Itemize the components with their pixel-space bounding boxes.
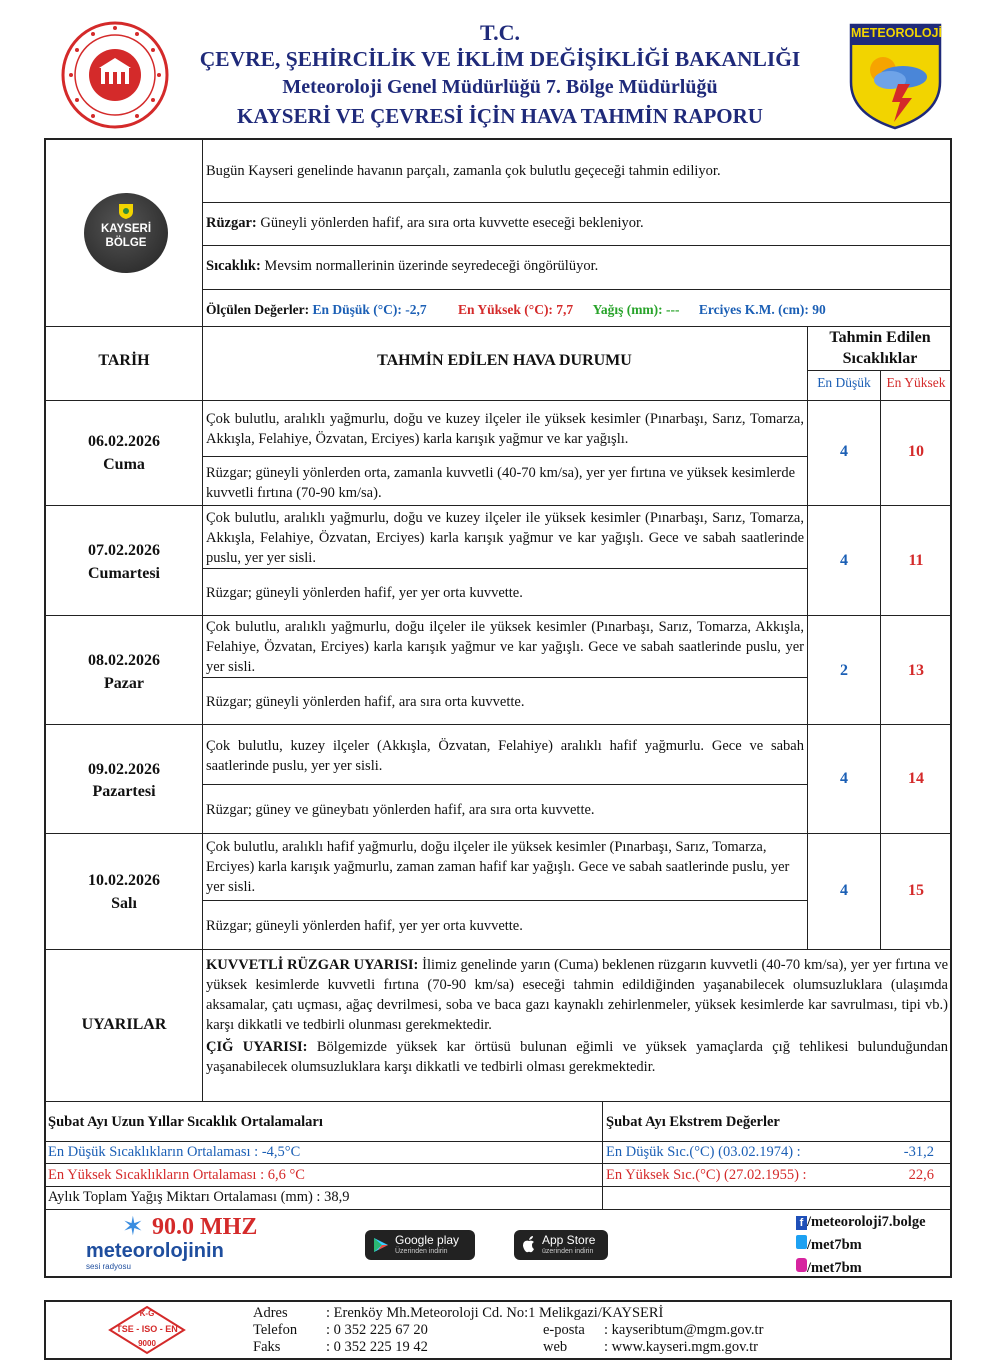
- phone-value: : 0 352 225 67 20: [326, 1322, 428, 1338]
- day-date: 08.02.2026: [88, 652, 160, 669]
- ministry-seal-logo: [55, 20, 175, 130]
- day-wind: Rüzgar; güneyli yönlerden hafif, yer yer orta kuvvette.: [206, 918, 523, 934]
- google-play-label: Google play: [395, 1233, 460, 1247]
- email-label: e-posta: [543, 1322, 585, 1338]
- day-weather: Çok bulutlu, aralıklı yağmurlu, doğu ilçeler ile yüksek kesimler (Pınarbaşı, Sarız, Tomarza, Akkışla, Felahiye, Özvatan, Erciyes) karla karışık yağmur ve kar yağışlı. Gece ve sabah saatlerinde puslu, yer yer sisli.: [206, 619, 804, 675]
- cert-text: TSE - ISO - EN: [116, 1324, 178, 1334]
- extreme-max-value: 22,6: [908, 1167, 934, 1183]
- meteoroloji-logo: [848, 22, 943, 130]
- day-weather: Çok bulutlu, aralıklı yağmurlu, doğu ve kuzey ilçeler ile yüksek kesimler (Pınarbaşı, Sarız, Tomarza, Akkışla, Felahiye, Özvatan, Erciyes) karla karışık yağmur ve kar yağışlı.: [206, 411, 804, 447]
- warnings-label: UYARILAR: [81, 1016, 167, 1033]
- col-header-date: TARİH: [98, 352, 150, 369]
- google-play-sub: Üzerinden indirin: [395, 1248, 448, 1255]
- col-header-min: En Düşük: [817, 375, 871, 390]
- avalanche-warning: ÇIĞ UYARISI: Bölgemizde yüksek kar örtüsü bulunan eğimli ve yüksek yamaçlarda çığ tehlikesi bulunduğundan yaşanabilecek olumsuzluklara karşı dikkatli ve tedbirli olması gerekmektedir.: [206, 1039, 948, 1075]
- day-date: 10.02.2026: [88, 872, 160, 889]
- cert-top: K-G: [139, 1309, 155, 1318]
- day-min-temp: 4: [840, 552, 848, 569]
- radio-frequency: 90.0 MHZ: [152, 1214, 258, 1240]
- kayseri-region-badge: [84, 193, 168, 273]
- day-date: 06.02.2026: [88, 433, 160, 450]
- long-term-averages-title: Şubat Ayı Uzun Yıllar Sıcaklık Ortalamaları: [48, 1114, 323, 1130]
- measured-values: Ölçülen Değerler: En Düşük (°C): -2,7 En Yüksek (°C): 7,7 Yağış (mm): --- Erciyes K.M. (cm): 90: [206, 302, 826, 317]
- logo-text: METEOROLOJİ: [851, 26, 942, 40]
- mini-shield-icon: [118, 203, 134, 219]
- col-header-max: En Yüksek: [886, 375, 946, 390]
- avg-max-temp: En Yüksek Sıcaklıkların Ortalaması : 6,6 °C: [48, 1167, 305, 1183]
- summary-general: Bugün Kayseri genelinde havanın parçalı, zamanla çok bulutlu geçeceği tahmin ediliyor.: [206, 163, 721, 179]
- day-max-temp: 13: [908, 662, 924, 679]
- extreme-max-label: En Yüksek Sıc.(°C) (27.02.1955) :: [606, 1167, 807, 1183]
- summary-wind: Rüzgar: Güneyli yönlerden hafif, ara sıra orta kuvvette eseceği bekleniyor.: [206, 215, 644, 231]
- day-wind: Rüzgar; güneyli yönlerden orta, zamanla kuvvetli (40-70 km/sa), yer yer fırtına ve yüksek kesimlerde kuvvetli fırtına (70-90 km/sa).: [206, 465, 796, 501]
- header-tc: T.C.: [480, 20, 520, 45]
- star-icon: ✶: [122, 1212, 144, 1241]
- day-min-temp: 4: [840, 882, 848, 899]
- instagram-link[interactable]: /met7bm: [796, 1257, 952, 1280]
- certification-logo: [108, 1305, 186, 1355]
- radio-name: meteorolojinin: [86, 1240, 224, 1262]
- col-header-forecast: TAHMİN EDİLEN HAVA DURUMU: [377, 352, 632, 369]
- avg-min-temp: En Düşük Sıcaklıkların Ortalaması : -4,5°C: [48, 1144, 301, 1160]
- extreme-min-value: -31,2: [903, 1144, 934, 1160]
- address-label: Adres: [253, 1305, 288, 1321]
- web-value[interactable]: : www.kayseri.mgm.gov.tr: [604, 1339, 758, 1355]
- day-name: Cumartesi: [88, 565, 160, 582]
- day-weather: Çok bulutlu, kuzey ilçeler (Akkışla, Özvatan, Felahiye) aralıklı hafif yağmurlu. Gece ve sabah saatlerinde puslu, yer yer sisli.: [206, 738, 804, 774]
- day-wind: Rüzgar; güney ve güneybatı yönlerden hafif, ara sıra orta kuvvette.: [206, 802, 595, 818]
- day-name: Salı: [111, 895, 137, 912]
- facebook-icon: f: [796, 1216, 807, 1230]
- col-header-temps: Tahmin Edilen Sıcaklıklar: [829, 329, 931, 367]
- app-store-label: App Store: [542, 1233, 596, 1247]
- day-max-temp: 10: [908, 443, 924, 460]
- app-store-sub: üzerinden indirin: [542, 1248, 594, 1255]
- day-weather: Çok bulutlu, aralıklı hafif yağmurlu, doğu ilçeler ile yüksek kesimler (Pınarbaşı, Sarız, Tomarza, Erciyes) karla karışık yağmurlu, zaman zaman hafif kar yağışlı. Gece ve sabah saatlerinde puslu, yer yer sisli.: [206, 839, 790, 895]
- cert-bottom: 9000: [138, 1339, 156, 1348]
- day-min-temp: 4: [840, 770, 848, 787]
- phone-label: Telefon: [253, 1322, 298, 1338]
- app-store-button[interactable]: [514, 1230, 608, 1260]
- google-play-icon: [373, 1237, 389, 1253]
- facebook-link[interactable]: f /meteoroloji7.bolge: [796, 1211, 952, 1234]
- fax-label: Faks: [253, 1339, 281, 1355]
- day-wind: Rüzgar; güneyli yönlerden hafif, ara sıra orta kuvvette.: [206, 694, 525, 710]
- day-max-temp: 14: [908, 770, 924, 787]
- fax-value: : 0 352 225 19 42: [326, 1339, 428, 1355]
- day-min-temp: 4: [840, 443, 848, 460]
- day-name: Pazar: [104, 675, 144, 692]
- header-report-title: KAYSERİ VE ÇEVRESİ İÇİN HAVA TAHMİN RAPORU: [237, 104, 763, 128]
- apple-icon: [522, 1236, 536, 1253]
- avg-monthly-rain: Aylık Toplam Yağış Miktarı Ortalaması (mm) : 38,9: [48, 1189, 350, 1205]
- radio-logo[interactable]: [86, 1214, 266, 1274]
- summary-temperature: Sıcaklık: Mevsim normallerinin üzerinde seyredeceği öngörülüyor.: [206, 258, 599, 274]
- day-name: Cuma: [103, 456, 145, 473]
- address-value: : Erenköy Mh.Meteoroloji Cd. No:1 Melikgazi/KAYSERİ: [326, 1305, 664, 1321]
- day-min-temp: 2: [840, 662, 848, 679]
- day-wind: Rüzgar; güneyli yönlerden hafif, yer yer orta kuvvette.: [206, 585, 523, 601]
- badge-line1: KAYSERİ: [100, 223, 152, 235]
- header-directorate: Meteoroloji Genel Müdürlüğü 7. Bölge Müdürlüğü: [282, 76, 718, 98]
- twitter-link[interactable]: /met7bm: [796, 1234, 952, 1257]
- day-date: 09.02.2026: [88, 761, 160, 778]
- day-max-temp: 15: [908, 882, 924, 899]
- radio-sub: sesi radyosu: [86, 1262, 131, 1271]
- day-weather: Çok bulutlu, aralıklı yağmurlu, doğu ve kuzey ilçeler ile yüksek kesimler (Pınarbaşı, Sarız, Tomarza, Akkışla, Felahiye, Özvatan, Erciyes) karla karışık yağmur ve kar yağışlı. Gece ve sabah saatlerinde puslu, yer yer sisli.: [206, 510, 804, 566]
- badge-line2: BÖLGE: [105, 237, 147, 249]
- header-ministry: ÇEVRE, ŞEHİRCİLİK VE İKLİM DEĞİŞİKLİĞİ BAKANLIĞI: [199, 47, 801, 71]
- day-date: 07.02.2026: [88, 542, 160, 559]
- extreme-min-label: En Düşük Sıc.(°C) (03.02.1974) :: [606, 1144, 801, 1160]
- instagram-icon: [796, 1258, 807, 1272]
- day-max-temp: 11: [908, 552, 924, 569]
- web-label: web: [543, 1339, 568, 1355]
- email-value[interactable]: : kayseribtum@mgm.gov.tr: [604, 1322, 764, 1338]
- google-play-button[interactable]: [365, 1230, 475, 1260]
- extreme-values-title: Şubat Ayı Ekstrem Değerler: [606, 1114, 780, 1130]
- twitter-icon: [796, 1235, 807, 1249]
- social-links: [796, 1211, 952, 1280]
- day-name: Pazartesi: [92, 783, 156, 800]
- strong-wind-warning: KUVVETLİ RÜZGAR UYARISI: İlimiz genelinde yarın (Cuma) beklenen rüzgarın kuvvetli (40-70 km/sa), yer yer fırtına ve yüksek kesimlerde kuvvetli fırtına (70-90 km/sa) eseceği tahmin edildiğinden yaşanabilecek olumsuzluklara (ulaşımda aksamalar, çatı uçması, ağaç devrilmesi, soba ve baca gazı kaynaklı zehirlenmeler, yüksek kesimlerde kar savrulması, tipi vb.) karşı dikkatli ve tedbirli olunması gerekmektedir.: [206, 957, 949, 1033]
